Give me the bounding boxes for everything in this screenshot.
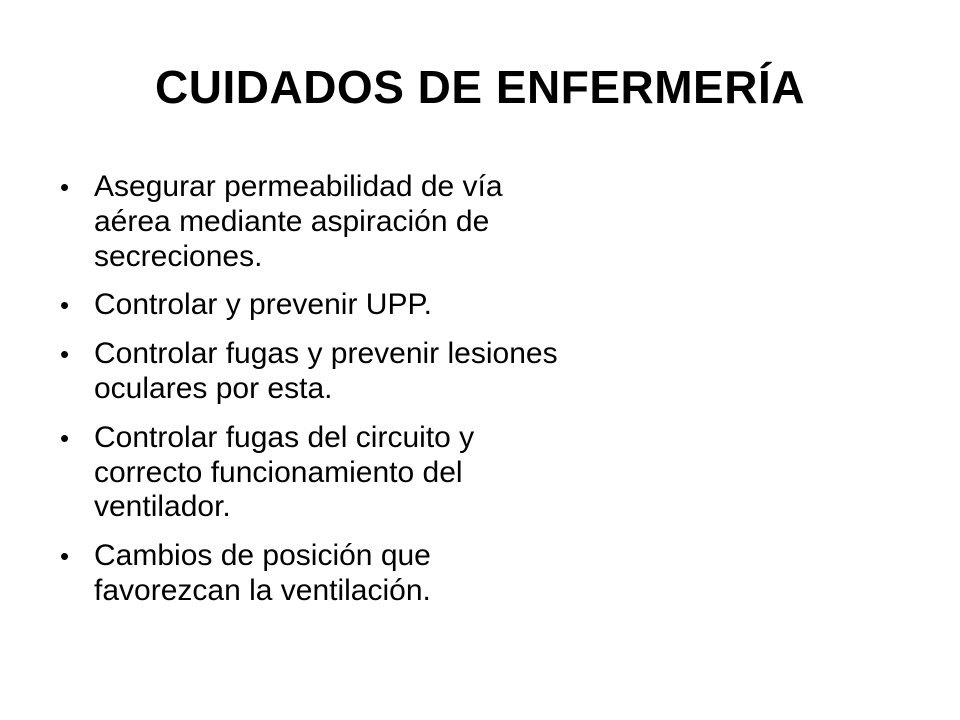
bullet-icon: • — [60, 172, 70, 202]
bullet-list — [60, 170, 580, 623]
bullet-icon: • — [60, 339, 70, 370]
bullet-item — [60, 421, 580, 525]
slide-title: CUIDADOS DE ENFERMERÍA — [155, 61, 805, 113]
bullet-text: Controlar y prevenir UPP. — [94, 288, 432, 322]
bullet-text: Cambios de posición que favorezcan la ventilación. — [94, 539, 431, 607]
bullet-icon: • — [60, 290, 70, 321]
bullet-text: Asegurar permeabilidad de vía aérea mediante aspiración de secreciones. — [94, 170, 503, 273]
bullet-icon: • — [60, 541, 70, 572]
bullet-item — [60, 539, 580, 609]
bullet-item — [60, 337, 580, 407]
bullet-text: Controlar fugas y prevenir lesiones oculares por esta. — [94, 337, 558, 405]
bullet-icon: • — [60, 422, 70, 453]
bullet-item — [60, 288, 580, 323]
bullet-text: Controlar fugas del circuito y correcto funcionamiento del ventilador. — [94, 420, 475, 524]
bullet-item — [60, 170, 580, 274]
